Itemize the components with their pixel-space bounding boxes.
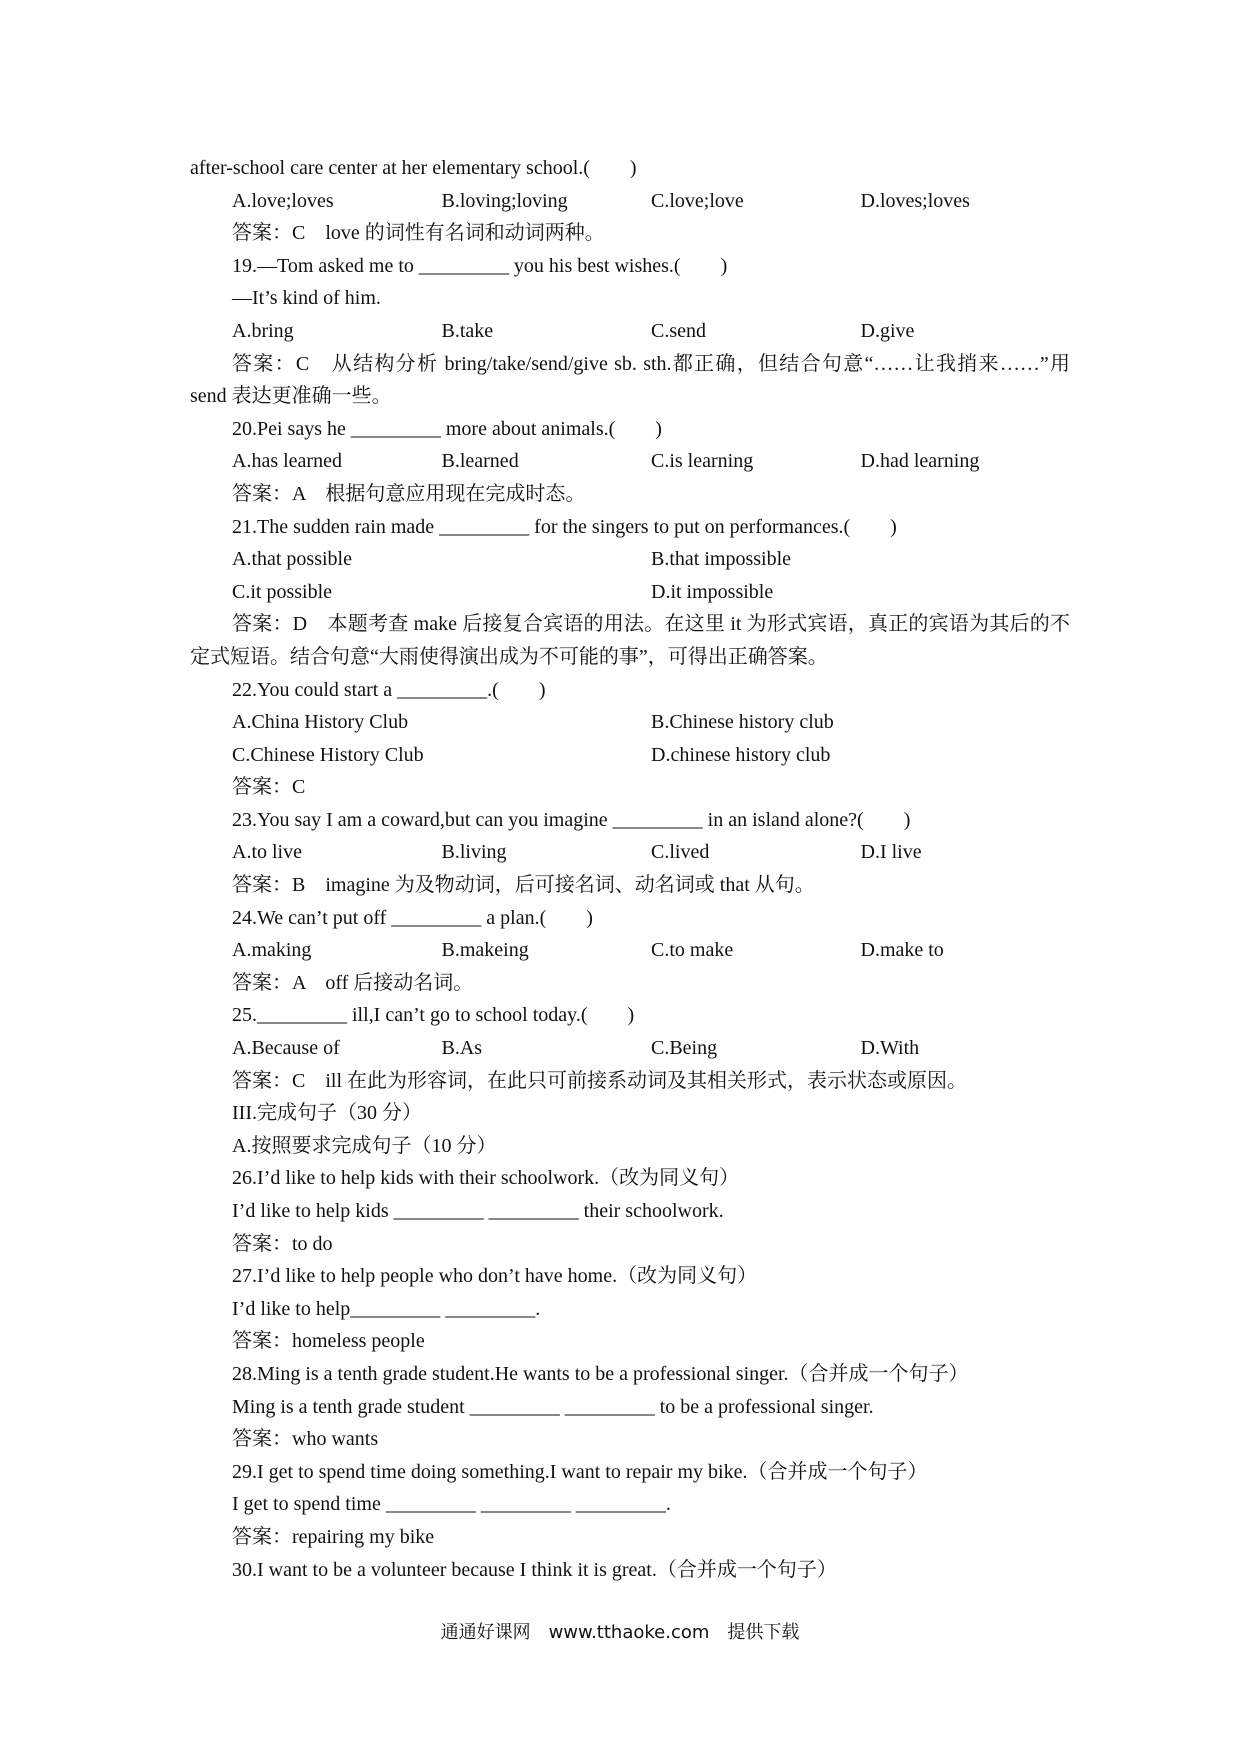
- document-body: [190, 152, 1070, 1586]
- answer-q19: 答案：C 从结构分析 bring/take/send/give sb. sth.都正确，但结合句意“……让我捎来……”用 send 表达更准确一些。: [190, 352, 1070, 408]
- option-c: C.lived: [651, 841, 710, 864]
- question-28: 28.Ming is a tenth grade student.He wants to be a professional singer.（合并成一个句子）: [232, 1362, 969, 1385]
- option-c: C.is learning: [651, 450, 754, 473]
- option-d: D.give: [860, 319, 915, 342]
- question-22: 22.You could start a _________.( ): [232, 678, 546, 701]
- answer-q21: 答案：D 本题考查 make 后接复合宾语的用法。在这里 it 为形式宾语，真正的宾语为其后的不定式短语。结合句意“大雨使得演出成为不可能的事”，可得出正确答案。: [190, 613, 1070, 668]
- subsection-heading: A.按照要求完成句子（10 分）: [232, 1134, 497, 1157]
- option-d: D.make to: [860, 939, 944, 962]
- option-a: A.making: [232, 939, 312, 962]
- option-a: A.Because of: [232, 1037, 340, 1060]
- option-b: B.makeing: [441, 939, 529, 962]
- option-a: A.to live: [232, 841, 302, 864]
- answer-q29: 答案：repairing my bike: [232, 1525, 435, 1548]
- option-a: A.China History Club: [232, 711, 409, 734]
- option-c: C.send: [651, 319, 706, 342]
- question-29: 29.I get to spend time doing something.I want to repair my bike.（合并成一个句子）: [232, 1460, 928, 1483]
- option-d: D.loves;loves: [860, 189, 970, 212]
- page-footer: 通通好课网 www.tthaoke.com 提供下载: [440, 1622, 800, 1643]
- options-q22-row2: [190, 739, 1070, 772]
- option-a: A.has learned: [232, 450, 342, 473]
- option-d: D.had learning: [860, 450, 980, 473]
- options-q18: [190, 185, 1070, 218]
- options-q21-row1: [190, 543, 1070, 576]
- answer-q26: 答案：to do: [232, 1232, 333, 1255]
- answer-q22: 答案：C: [232, 776, 306, 799]
- option-c: C.it possible: [232, 580, 333, 603]
- option-b: B.take: [441, 319, 494, 342]
- question-26-blank: I’d like to help kids _________ _________ their schoolwork.: [232, 1200, 724, 1222]
- question-23: 23.You say I am a coward,but can you imagine _________ in an island alone?( ): [232, 808, 911, 831]
- option-d: D.I live: [860, 841, 922, 864]
- answer-q23: 答案：B imagine 为及物动词，后可接名词、动名词或 that 从句。: [232, 874, 815, 897]
- options-q19: [190, 315, 1070, 348]
- option-b: B.that impossible: [651, 548, 791, 571]
- answer-q24: 答案：A off 后接动名词。: [232, 971, 474, 994]
- question-19: 19.—Tom asked me to _________ you his best wishes.( ): [232, 254, 728, 277]
- question-30: 30.I want to be a volunteer because I think it is great.（合并成一个句子）: [232, 1558, 837, 1581]
- option-c: C.to make: [651, 939, 734, 962]
- options-q23: [190, 836, 1070, 869]
- answer-q27: 答案：homeless people: [232, 1330, 425, 1353]
- options-q21-row2: [190, 576, 1070, 609]
- question-25: 25._________ ill,I can’t go to school today.( ): [232, 1004, 635, 1027]
- option-c: C.Chinese History Club: [232, 743, 424, 766]
- option-b: B.As: [441, 1037, 483, 1060]
- answer-q20: 答案：A 根据句意应用现在完成时态。: [232, 482, 586, 505]
- option-a: A.that possible: [232, 548, 352, 571]
- answer-q25: 答案：C ill 在此为形容词，在此只可前接系动词及其相关形式，表示状态或原因。: [232, 1069, 968, 1092]
- option-b: B.loving;loving: [441, 189, 568, 212]
- options-q22-row1: [190, 706, 1070, 739]
- question-20: 20.Pei says he _________ more about animals.( ): [232, 417, 662, 440]
- question-28-blank: Ming is a tenth grade student _________ _________ to be a professional singer.: [232, 1395, 874, 1418]
- options-q20: [190, 445, 1070, 478]
- option-c: C.Being: [651, 1037, 718, 1060]
- answer-q28: 答案：who wants: [232, 1428, 379, 1451]
- option-b: B.living: [441, 841, 507, 864]
- question-27: 27.I’d like to help people who don’t have home.（改为同义句）: [232, 1265, 758, 1288]
- options-q25: [190, 1032, 1070, 1065]
- option-c: C.love;love: [651, 189, 744, 212]
- answer-q18: 答案：C love 的词性有名词和动词两种。: [232, 222, 605, 245]
- option-d: D.it impossible: [651, 580, 774, 603]
- option-a: A.bring: [232, 319, 294, 342]
- question-24: 24.We can’t put off _________ a plan.( ): [232, 906, 593, 929]
- question-26: 26.I’d like to help kids with their schoolwork.（改为同义句）: [232, 1167, 740, 1190]
- option-d: D.With: [860, 1037, 920, 1060]
- text-line: after-school care center at her elementary school.( ): [190, 157, 637, 179]
- option-b: B.learned: [441, 450, 519, 473]
- option-b: B.Chinese history club: [651, 711, 834, 734]
- options-q24: [190, 934, 1070, 967]
- section-heading: III.完成句子（30 分）: [232, 1102, 422, 1125]
- question-21: 21.The sudden rain made _________ for the singers to put on performances.( ): [232, 515, 897, 538]
- option-d: D.chinese history club: [651, 743, 831, 766]
- question-29-blank: I get to spend time _________ _________ _________.: [232, 1493, 671, 1516]
- question-27-blank: I’d like to help_________ _________.: [232, 1297, 541, 1320]
- option-a: A.love;loves: [232, 189, 334, 212]
- question-19-reply: —It’s kind of him.: [232, 287, 381, 310]
